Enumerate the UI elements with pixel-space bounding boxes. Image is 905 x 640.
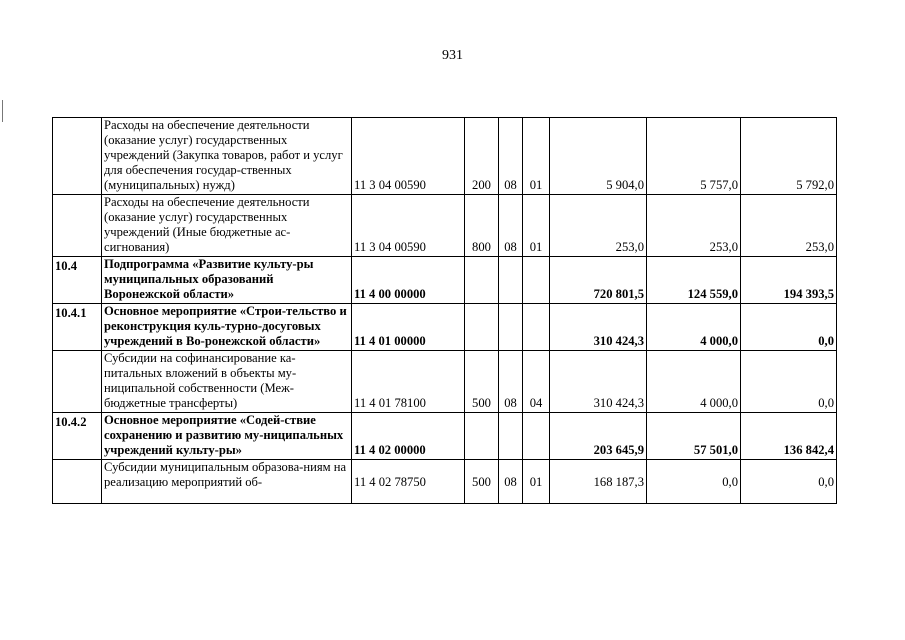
row-code: 11 3 04 00590 bbox=[352, 195, 465, 257]
row-rz bbox=[499, 413, 523, 460]
row-code: 11 3 04 00590 bbox=[352, 118, 465, 195]
table-row bbox=[53, 118, 837, 195]
row-rz bbox=[499, 304, 523, 351]
row-number: 10.4.1 bbox=[53, 304, 102, 351]
row-vr bbox=[465, 304, 499, 351]
table-row bbox=[53, 460, 837, 504]
row-amount-3: 136 842,4 bbox=[741, 413, 837, 460]
row-rz: 08 bbox=[499, 118, 523, 195]
row-number bbox=[53, 460, 102, 504]
row-vr: 200 bbox=[465, 118, 499, 195]
row-name: Основное мероприятие «Строи-тельство и реконструкция куль-турно-досуговых учреждений в Во-ронежской области» bbox=[102, 304, 352, 351]
table-row bbox=[53, 304, 837, 351]
row-rz: 08 bbox=[499, 460, 523, 504]
row-number bbox=[53, 351, 102, 413]
row-name: Расходы на обеспечение деятельности (оказание услуг) государственных учреждений (Закупка товаров, работ и услуг для обеспечения государ-ственных (муниципальных) нужд) bbox=[102, 118, 352, 195]
row-vr: 500 bbox=[465, 351, 499, 413]
row-name: Подпрограмма «Развитие культу-ры муниципальных образований Воронежской области» bbox=[102, 257, 352, 304]
row-rz bbox=[499, 257, 523, 304]
row-code: 11 4 02 00000 bbox=[352, 413, 465, 460]
page-number: 931 bbox=[442, 48, 463, 63]
row-amount-2: 0,0 bbox=[647, 460, 741, 504]
row-amount-2: 5 757,0 bbox=[647, 118, 741, 195]
row-pr: 01 bbox=[523, 118, 550, 195]
row-code: 11 4 01 00000 bbox=[352, 304, 465, 351]
row-amount-3: 5 792,0 bbox=[741, 118, 837, 195]
row-name: Расходы на обеспечение деятельности (оказание услуг) государственных учреждений (Иные бюджетные ас-сигнования) bbox=[102, 195, 352, 257]
row-amount-2: 124 559,0 bbox=[647, 257, 741, 304]
row-pr bbox=[523, 413, 550, 460]
table-row bbox=[53, 351, 837, 413]
row-pr: 01 bbox=[523, 460, 550, 504]
row-amount-2: 4 000,0 bbox=[647, 304, 741, 351]
row-name: Субсидии муниципальным образова-ниям на реализацию мероприятий об- bbox=[102, 460, 352, 504]
row-name: Основное мероприятие «Содей-ствие сохранению и развитию му-ниципальных учреждений культу-ры» bbox=[102, 413, 352, 460]
scan-margin-mark bbox=[2, 100, 3, 122]
row-amount-3: 194 393,5 bbox=[741, 257, 837, 304]
row-rz: 08 bbox=[499, 351, 523, 413]
row-pr bbox=[523, 257, 550, 304]
row-amount-3: 0,0 bbox=[741, 460, 837, 504]
table-row bbox=[53, 195, 837, 257]
row-amount-1: 310 424,3 bbox=[550, 351, 647, 413]
row-amount-2: 4 000,0 bbox=[647, 351, 741, 413]
budget-table bbox=[52, 117, 837, 504]
row-amount-1: 203 645,9 bbox=[550, 413, 647, 460]
row-vr bbox=[465, 257, 499, 304]
row-number: 10.4.2 bbox=[53, 413, 102, 460]
row-pr: 01 bbox=[523, 195, 550, 257]
row-pr bbox=[523, 304, 550, 351]
row-amount-2: 57 501,0 bbox=[647, 413, 741, 460]
row-amount-3: 253,0 bbox=[741, 195, 837, 257]
row-amount-1: 720 801,5 bbox=[550, 257, 647, 304]
row-number bbox=[53, 195, 102, 257]
row-name: Субсидии на софинансирование ка-питальных вложений в объекты му-ниципальной собственности (Меж-бюджетные трансферты) bbox=[102, 351, 352, 413]
row-amount-1: 168 187,3 bbox=[550, 460, 647, 504]
row-vr: 800 bbox=[465, 195, 499, 257]
row-number bbox=[53, 118, 102, 195]
row-code: 11 4 00 00000 bbox=[352, 257, 465, 304]
table-row bbox=[53, 257, 837, 304]
row-code: 11 4 02 78750 bbox=[352, 460, 465, 504]
row-rz: 08 bbox=[499, 195, 523, 257]
row-pr: 04 bbox=[523, 351, 550, 413]
row-number: 10.4 bbox=[53, 257, 102, 304]
row-code: 11 4 01 78100 bbox=[352, 351, 465, 413]
row-amount-1: 310 424,3 bbox=[550, 304, 647, 351]
table-row bbox=[53, 413, 837, 460]
row-amount-3: 0,0 bbox=[741, 351, 837, 413]
row-amount-3: 0,0 bbox=[741, 304, 837, 351]
row-vr: 500 bbox=[465, 460, 499, 504]
row-vr bbox=[465, 413, 499, 460]
row-amount-1: 5 904,0 bbox=[550, 118, 647, 195]
row-amount-1: 253,0 bbox=[550, 195, 647, 257]
row-amount-2: 253,0 bbox=[647, 195, 741, 257]
